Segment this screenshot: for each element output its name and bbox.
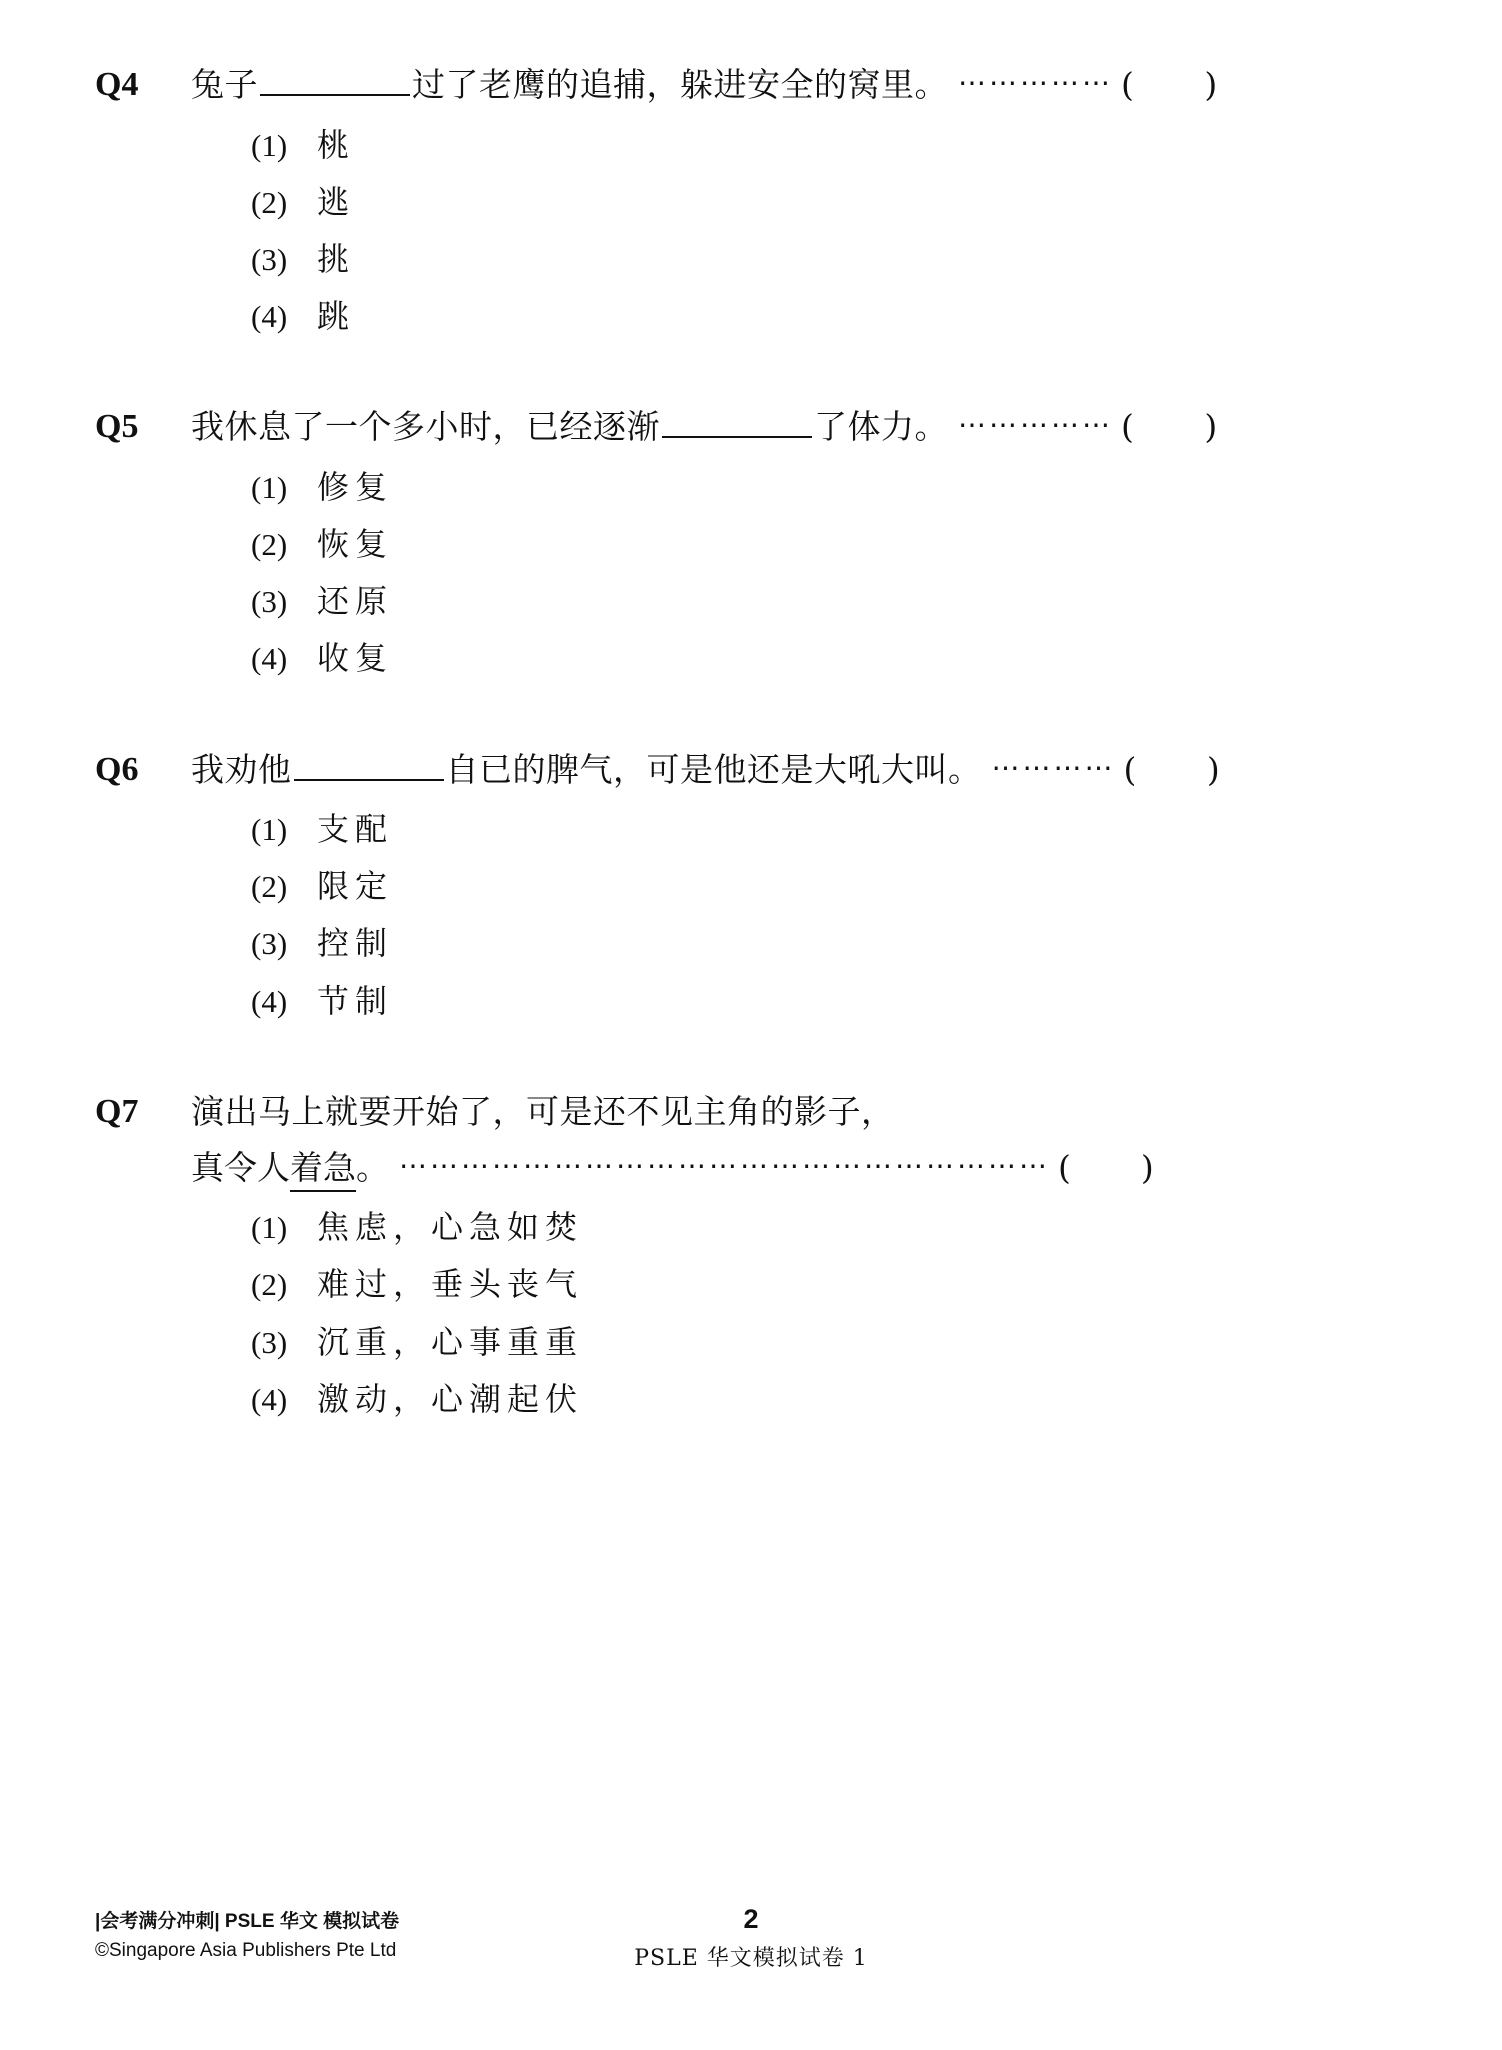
option-number: (3) [251,926,288,962]
question-q6 [95,745,1407,1041]
stem-text-after: 自已的脾气，可是他还是大吼大叫。 [445,749,982,789]
option-text: 节制 [317,981,394,1020]
list-item[interactable] [191,239,1407,278]
option-number: (2) [251,869,288,905]
leader-dots: ⋯⋯⋯⋯⋯ [958,408,1113,442]
option-text: 难过，垂头丧气 [317,1265,584,1304]
stem-text-before: 真令人 [191,1148,290,1188]
stem-text-before: 我劝他 [191,749,292,789]
underlined-phrase: 着急 [290,1142,356,1192]
answer-paren-open: ( [1121,407,1135,447]
list-item[interactable] [191,812,1407,847]
option-number: (2) [251,184,288,220]
page-number: 2 [743,1904,759,1934]
page-footer [95,1904,1407,1998]
question-stem [191,745,1407,795]
option-number: (3) [251,584,288,620]
footer-paper-title: PSLE 华文模拟试卷 1 [634,1946,868,1971]
option-number: (3) [251,1324,288,1360]
option-list [191,125,1407,336]
footer-series-title: |会考满分冲刺| PSLE 华文 模拟试卷 [95,1911,400,1932]
stem-text-after: 了体力。 [814,407,948,447]
list-item[interactable] [191,524,1407,563]
option-text: 焦虑，心急如焚 [317,1208,584,1247]
option-text: 激动，心潮起伏 [317,1379,584,1418]
answer-paren-close: ) [1206,749,1221,789]
list-item[interactable] [191,467,1407,506]
list-item[interactable] [191,1210,1407,1245]
question-body [191,745,1407,1041]
question-stem [191,60,1407,110]
option-number: (1) [251,812,288,847]
answer-paren-close: ) [1204,407,1218,447]
stem-text-before: 我休息了一个多小时，已经逐渐 [191,407,660,447]
list-item[interactable] [191,299,1407,334]
answer-paren-open: ( [1121,65,1135,104]
question-stem-line2 [191,1142,1407,1192]
option-text: 限定 [317,867,394,906]
leader-dots: ⋯⋯⋯⋯⋯⋯⋯⋯⋯⋯⋯⋯⋯⋯⋯⋯⋯⋯⋯⋯⋯ [399,1149,1050,1183]
question-stem-row [95,745,1407,1041]
option-number: (3) [251,241,288,277]
question-q7 [95,1087,1407,1439]
option-text: 控制 [317,924,394,963]
list-item[interactable] [191,1267,1407,1302]
list-item[interactable] [191,125,1407,164]
stem-text-before: 兔子 [191,65,258,104]
question-body [191,60,1407,356]
list-item[interactable] [191,1379,1407,1418]
answer-paren-open: ( [1058,1148,1071,1188]
option-text: 挑 [317,239,356,278]
option-text: 恢复 [317,524,394,563]
question-number: Q5 [95,408,139,446]
question-number: Q6 [95,750,139,788]
option-list [191,812,1407,1019]
stem-text: 演出马上就要开始了，可是还不见主角的影子， [191,1091,895,1131]
list-item[interactable] [191,869,1407,904]
option-text: 还原 [317,582,394,621]
answer-paren-open: ( [1123,749,1137,789]
answer-blank [260,64,410,96]
option-text: 修复 [317,467,394,506]
option-number: (1) [251,127,288,163]
answer-paren-close: ) [1204,65,1218,104]
option-number: (2) [251,526,288,562]
option-text: 跳 [317,297,356,336]
list-item[interactable] [191,182,1407,221]
list-item[interactable] [191,1322,1407,1361]
list-item[interactable] [191,641,1407,676]
option-text: 支配 [317,810,394,848]
list-item[interactable] [191,584,1407,619]
leader-dots: ⋯⋯⋯⋯⋯ [958,66,1113,99]
answer-blank [662,406,812,438]
option-number: (4) [251,983,288,1019]
stem-text-after: 。 [356,1148,389,1188]
option-number: (4) [251,299,288,335]
question-q4 [95,60,1407,356]
option-number: (2) [251,1267,288,1303]
question-number: Q4 [95,66,139,103]
option-list [191,467,1407,678]
question-stem-row [95,60,1407,356]
question-stem-row [95,402,1407,698]
question-body [191,1087,1407,1439]
question-stem-line1 [191,1087,1407,1137]
option-number: (1) [251,1210,288,1246]
option-text: 逃 [317,182,356,221]
option-text: 沉重，心事重重 [317,1322,584,1361]
answer-paren-close: ) [1140,1148,1154,1188]
question-q5 [95,402,1407,698]
option-number: (1) [251,469,288,505]
list-item[interactable] [191,926,1407,961]
question-body [191,402,1407,698]
option-text: 桃 [317,125,356,164]
question-number: Q7 [95,1092,139,1130]
option-list [191,1210,1407,1417]
footer-center [95,1904,1407,1972]
option-text: 收复 [317,639,394,678]
stem-text-after: 过了老鹰的追捕，躲进安全的窝里。 [412,65,948,104]
question-stem [191,402,1407,452]
leader-dots: ⋯⋯⋯⋯ [991,750,1116,784]
list-item[interactable] [191,981,1407,1020]
option-number: (4) [251,1381,288,1417]
answer-blank [294,749,444,781]
footer-copyright: ©Singapore Asia Publishers Pte Ltd [95,1939,397,1961]
option-number: (4) [251,641,288,677]
question-stem-row [95,1087,1407,1439]
